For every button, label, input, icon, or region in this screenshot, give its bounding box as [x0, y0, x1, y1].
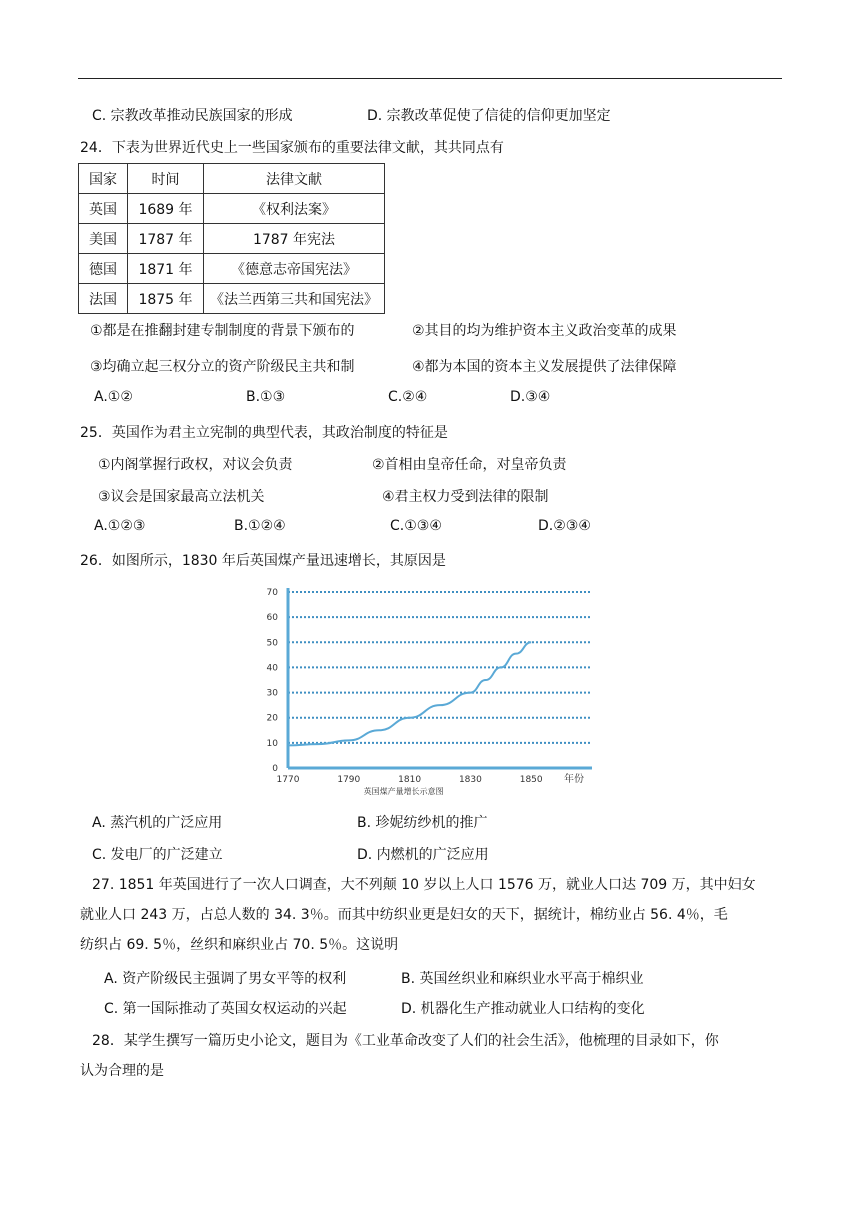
q24-option-d[interactable]: D.③④	[510, 389, 551, 405]
q24-option-b[interactable]: B.①③	[246, 389, 286, 405]
q27-option-a[interactable]: A. 资产阶级民主强调了男女平等的权利	[104, 971, 347, 987]
q25-stem: 25．英国作为君主立宪制的典型代表，其政治制度的特征是	[80, 425, 448, 441]
table-cell: 《法兰西第三共和国宪法》	[204, 284, 385, 314]
table-cell: 英国	[79, 194, 128, 224]
q25-statement-3: ③议会是国家最高立法机关	[98, 489, 265, 505]
q24-option-a[interactable]: A.①②	[94, 389, 133, 405]
x-axis-label: 年份	[564, 774, 584, 785]
x-tick-label: 1790	[337, 775, 361, 785]
y-tick-label: 40	[266, 663, 278, 674]
q26-stem: 26．如图所示，1830 年后英国煤产量迅速增长，其原因是	[80, 553, 446, 569]
q23-option-c[interactable]: C. 宗教改革推动民族国家的形成	[92, 108, 293, 124]
table-cell: 美国	[79, 224, 128, 254]
q27-text-line-2: 就业人口 243 万，占总人数的 34. 3％。而其中纺织业更是妇女的天下，据统计，棉纺业占 56. 4％，毛	[80, 907, 728, 923]
q28-text-line-1: 28．某学生撰写一篇历史小论文，题目为《工业革命改变了人们的社会生活》，他梳理的目录如下，你	[92, 1033, 719, 1049]
q28-text-line-2: 认为合理的是	[80, 1063, 164, 1079]
q26-option-d[interactable]: D. 内燃机的广泛应用	[357, 847, 489, 863]
q27-option-b[interactable]: B. 英国丝织业和麻织业水平高于棉织业	[401, 971, 644, 987]
table-cell: 德国	[79, 254, 128, 284]
q25-statement-4: ④君主权力受到法律的限制	[382, 489, 549, 505]
table-cell: 法国	[79, 284, 128, 314]
q27-text-line-3: 纺织占 69. 5％，丝织和麻织业占 70. 5％。这说明	[80, 937, 399, 953]
table-cell: 1787 年宪法	[204, 224, 385, 254]
table-row	[79, 224, 385, 254]
q26-option-b[interactable]: B. 珍妮纺纱机的推广	[357, 815, 488, 831]
y-tick-label: 10	[266, 738, 278, 749]
y-tick-label: 20	[266, 713, 278, 724]
table-header-cell: 法律文献	[204, 164, 385, 194]
q27-text-line-1: 27. 1851 年英国进行了一次人口调查，大不列颠 10 岁以上人口 1576 万，就业人口达 709 万，其中妇女	[92, 877, 756, 893]
table-cell: 《权利法案》	[204, 194, 385, 224]
header-rule	[78, 78, 782, 79]
q27-option-d[interactable]: D. 机器化生产推动就业人口结构的变化	[401, 1001, 645, 1017]
table-header-cell: 时间	[128, 164, 204, 194]
table-row	[79, 194, 385, 224]
x-tick-label: 1810	[398, 775, 422, 785]
table-cell: 1787 年	[128, 224, 204, 254]
coal-output-chart-svg	[262, 576, 602, 802]
x-tick-label: 1770	[276, 775, 300, 785]
q26-option-a[interactable]: A. 蒸汽机的广泛应用	[92, 815, 223, 831]
table-cell: 1875 年	[128, 284, 204, 314]
table-header-cell: 国家	[79, 164, 128, 194]
q24-statement-2: ②其目的均为维护资本主义政治变革的成果	[412, 323, 677, 339]
y-tick-label: 30	[266, 688, 278, 699]
q25-statement-1: ①内阁掌握行政权，对议会负责	[98, 457, 293, 473]
table-cell: 1689 年	[128, 194, 204, 224]
q25-option-a[interactable]: A.①②③	[94, 518, 146, 534]
laws-table	[78, 163, 385, 314]
x-tick-label: 1830	[458, 775, 482, 785]
q25-option-c[interactable]: C.①③④	[390, 518, 442, 534]
q24-statement-4: ④都为本国的资本主义发展提供了法律保障	[412, 359, 677, 375]
q25-statement-2: ②首相由皇帝任命，对皇帝负责	[372, 457, 567, 473]
q23-option-d[interactable]: D. 宗教改革促使了信徒的信仰更加坚定	[367, 108, 611, 124]
table-row	[79, 254, 385, 284]
q24-statement-3: ③均确立起三权分立的资产阶级民主共和制	[90, 359, 355, 375]
table-cell: 《德意志帝国宪法》	[204, 254, 385, 284]
y-tick-label: 70	[266, 588, 278, 598]
y-tick-label: 0	[272, 764, 278, 774]
q27-option-c[interactable]: C. 第一国际推动了英国女权运动的兴起	[104, 1001, 347, 1017]
q24-stem: 24．下表为世界近代史上一些国家颁布的重要法律文献，其共同点有	[80, 140, 504, 156]
chart-caption: 英国煤产量增长示意图	[363, 787, 444, 796]
coal-output-chart	[262, 576, 602, 802]
q24-statement-1: ①都是在推翻封建专制制度的背景下颁布的	[90, 323, 355, 339]
y-tick-label: 50	[266, 638, 278, 649]
q25-option-b[interactable]: B.①②④	[234, 518, 286, 534]
table-header-row	[79, 164, 385, 194]
q25-option-d[interactable]: D.②③④	[538, 518, 591, 534]
q26-option-c[interactable]: C. 发电厂的广泛建立	[92, 847, 223, 863]
table-row	[79, 284, 385, 314]
y-tick-label: 60	[266, 613, 278, 624]
x-tick-label: 1850	[519, 775, 543, 785]
table-cell: 1871 年	[128, 254, 204, 284]
q24-option-c[interactable]: C.②④	[388, 389, 428, 405]
